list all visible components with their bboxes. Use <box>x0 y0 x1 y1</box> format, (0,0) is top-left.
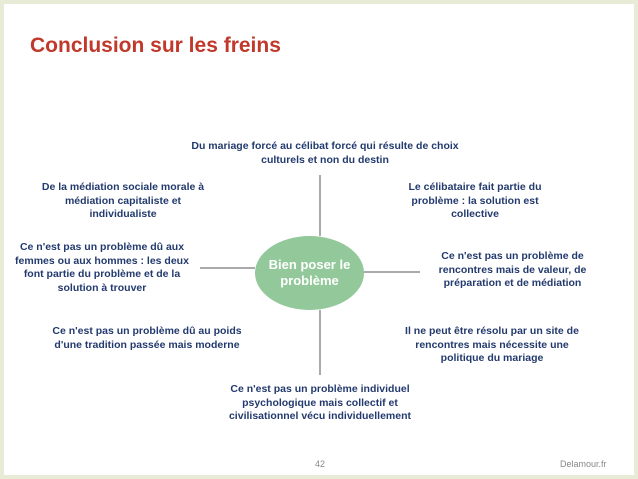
central-node-label: Bien poser le problème <box>268 257 351 288</box>
node-bottom: Ce n'est pas un problème individuel psychologique mais collectif et civilisationnel vécu individuellement <box>228 383 412 422</box>
slide-title: Conclusion sur les freins <box>30 34 281 57</box>
node-lower-left: Ce n'est pas un problème dû au poids d'une tradition passée mais moderne <box>52 325 242 351</box>
node-upper-right: Le célibataire fait partie du problème : la solution est collective <box>408 181 542 220</box>
node-left: Ce n'est pas un problème dû aux femmes ou aux hommes : les deux font partie du problème et de la solution à trouver <box>15 241 189 294</box>
node-top: Du mariage forcé au célibat forcé qui résulte de choix culturels et non du destin <box>191 140 459 166</box>
node-right: Ce n'est pas un problème de rencontres mais de valeur, de préparation et de médiation <box>438 250 587 289</box>
central-node <box>255 236 364 310</box>
footer-brand: Delamour.fr <box>560 459 607 469</box>
node-lower-right: Il ne peut être résolu par un site de rencontres mais nécessite une politique du mariage <box>405 325 579 364</box>
page-number: 42 <box>314 459 325 469</box>
node-upper-left: De la médiation sociale morale à médiation capitaliste et individualiste <box>41 181 205 220</box>
